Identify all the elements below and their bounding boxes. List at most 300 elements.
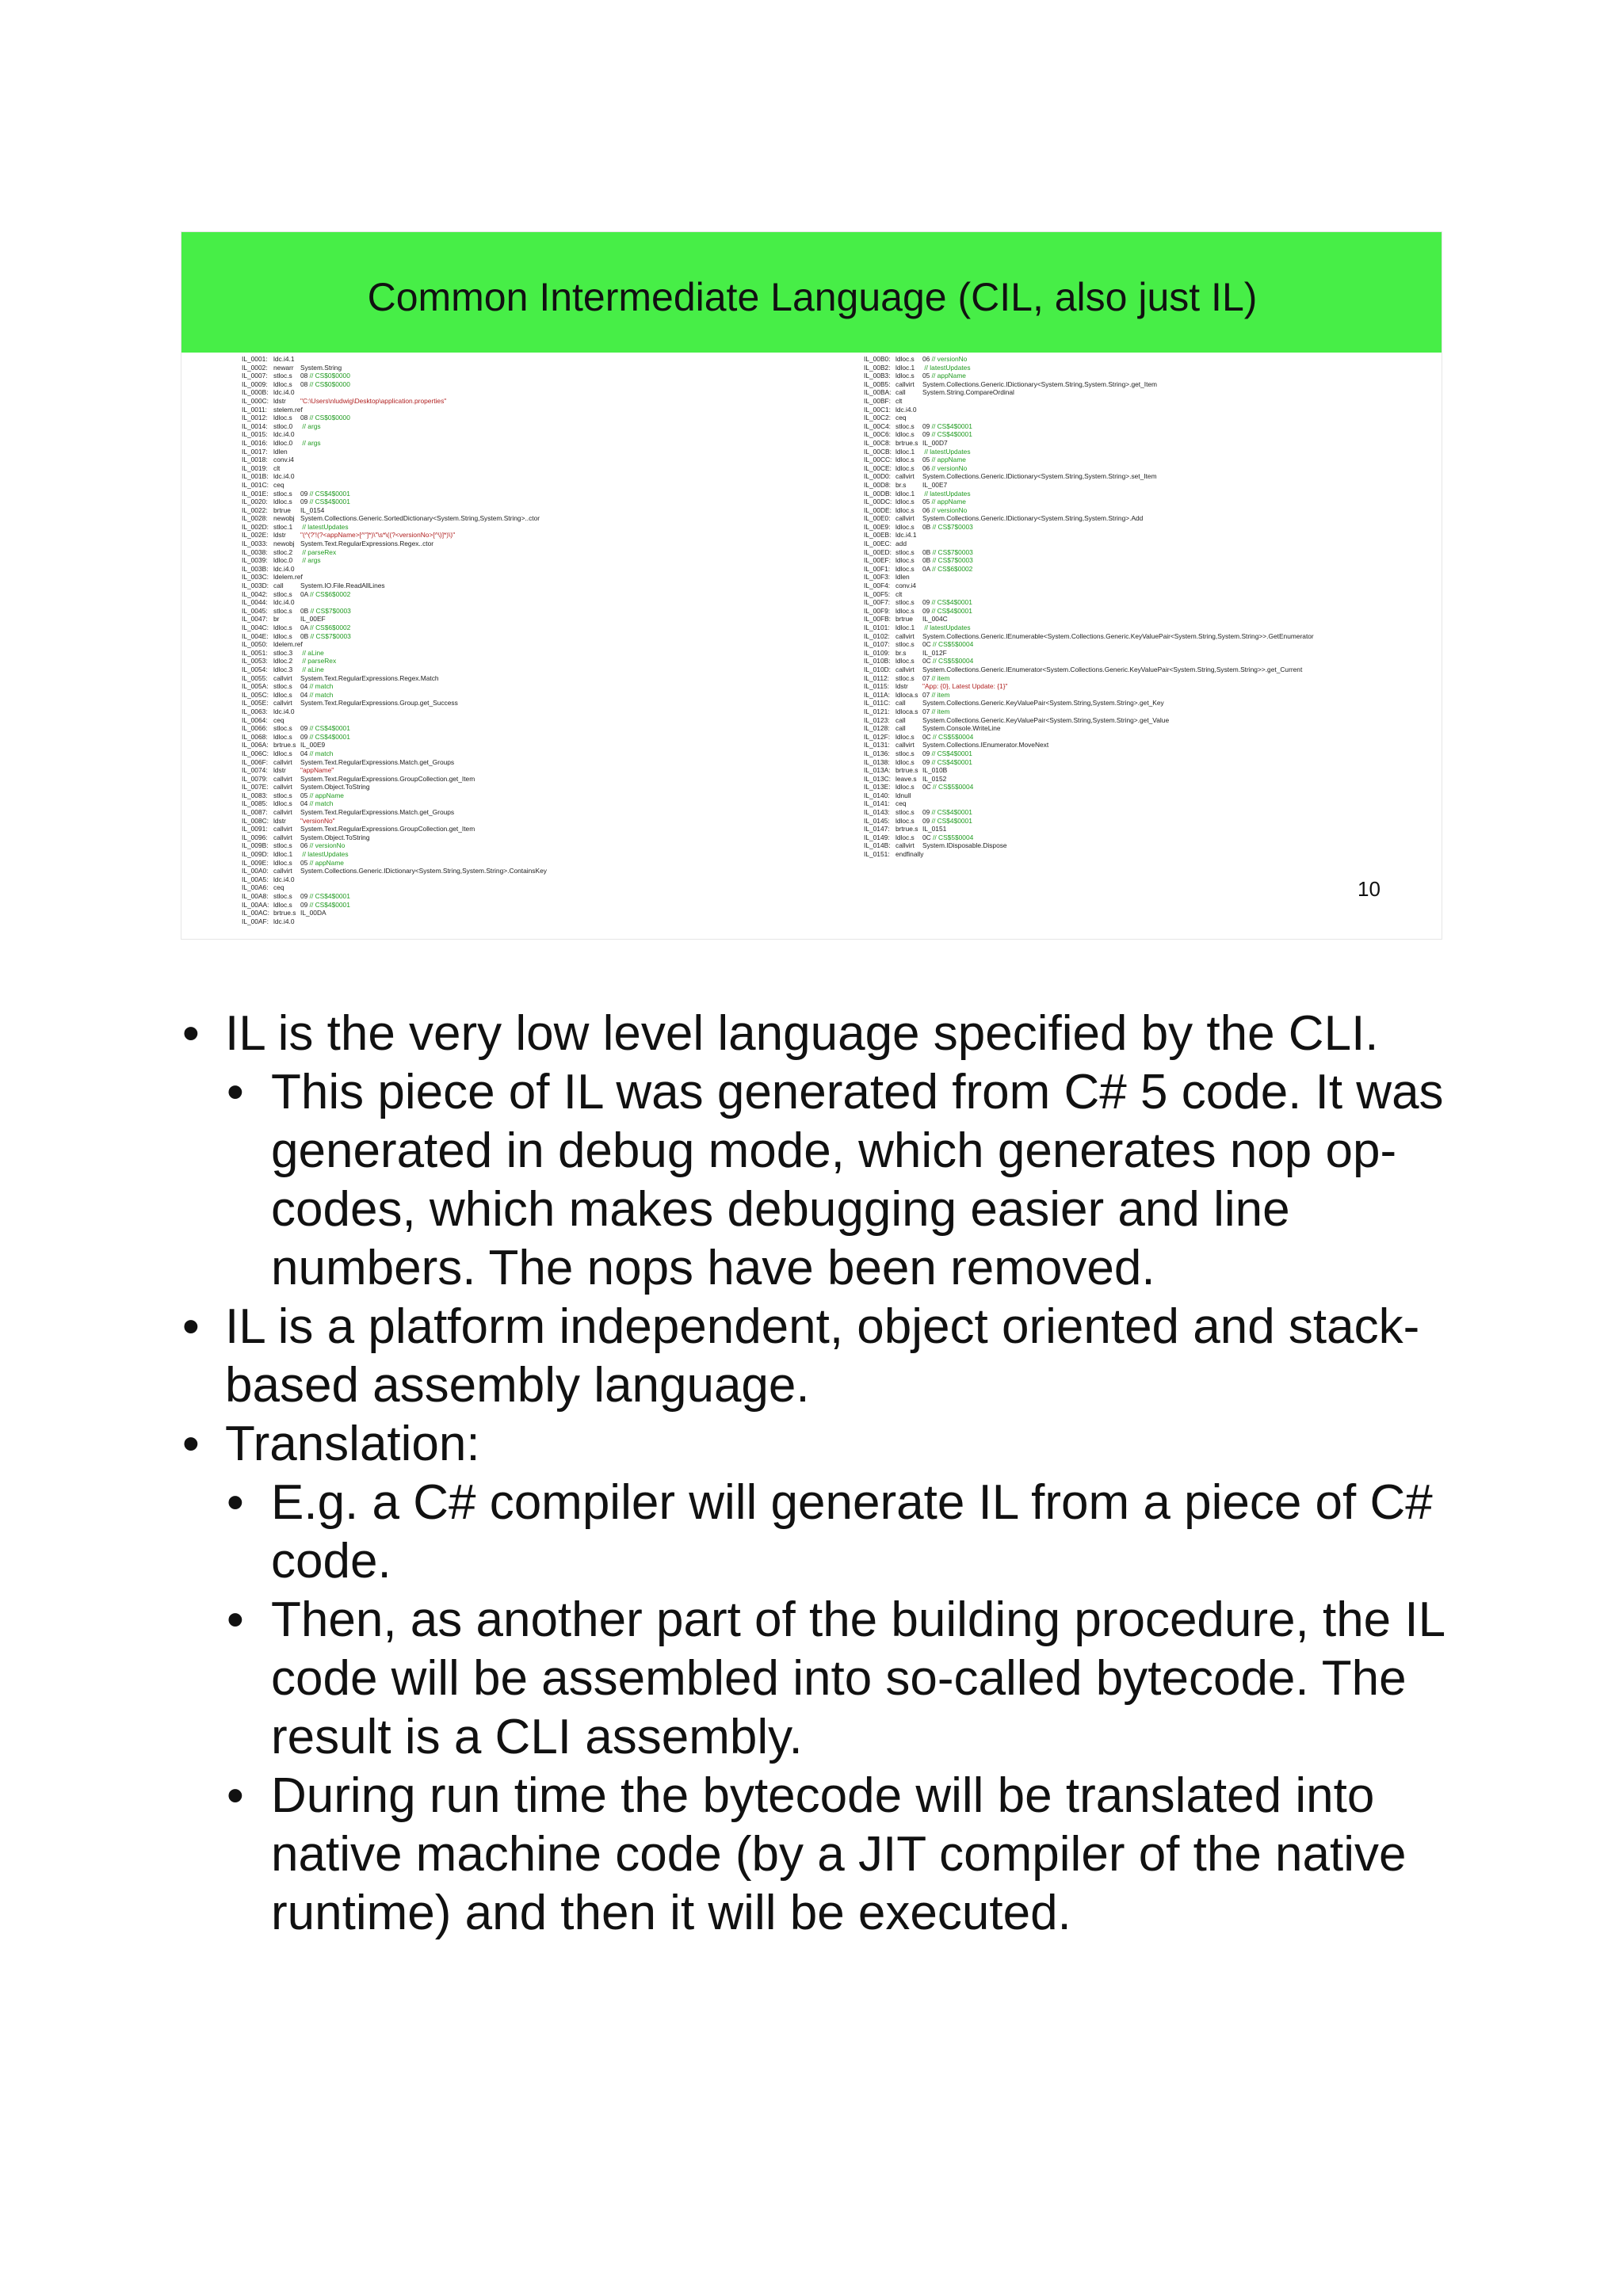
- il-opcode: brtrue: [896, 615, 913, 624]
- il-code-line: [864, 498, 1314, 506]
- il-offset: IL_0083:: [242, 791, 268, 799]
- il-opcode: brtrue.s: [896, 825, 918, 833]
- il-offset: IL_001E:: [242, 489, 269, 498]
- slide-title: Common Intermediate Language (CIL, also just IL): [367, 275, 1258, 319]
- il-opcode: ldloc.s: [896, 783, 915, 791]
- il-operand: System.Object.ToString: [300, 833, 370, 841]
- il-code-line: [864, 607, 1314, 616]
- il-operand: 09: [300, 489, 308, 498]
- il-offset: IL_0015:: [242, 430, 268, 439]
- il-opcode: callvirt: [273, 774, 292, 783]
- il-offset: IL_009D:: [242, 850, 269, 859]
- il-opcode: ldloc.s: [896, 430, 915, 439]
- il-code-line: [864, 422, 1314, 431]
- il-opcode: ceq: [273, 715, 285, 724]
- il-operand: 0C: [922, 657, 931, 666]
- il-code-line: [864, 448, 1314, 456]
- il-operand: 09: [300, 732, 308, 741]
- il-code-line: [242, 901, 547, 910]
- il-opcode: brtrue.s: [896, 766, 918, 775]
- il-code-listing-left: [242, 355, 547, 925]
- il-comment: // CS$4$0001: [309, 732, 350, 741]
- il-opcode: ldloc.s: [896, 498, 915, 506]
- il-opcode: clt: [896, 396, 903, 405]
- il-opcode: callvirt: [273, 833, 292, 841]
- il-opcode: ldloc.s: [896, 463, 915, 472]
- il-offset: IL_0123:: [864, 715, 890, 724]
- il-offset: IL_0091:: [242, 825, 268, 833]
- il-code-line: [242, 817, 547, 826]
- bullet-text: Then, as another part of the building procedure, the IL code will be assembled into so-called bytecode. The result is a CLI assembly.: [271, 1592, 1444, 1764]
- il-operand: 08: [300, 379, 308, 388]
- il-opcode: callvirt: [273, 699, 292, 707]
- il-opcode: callvirt: [896, 665, 915, 673]
- il-opcode: brtrue.s: [896, 438, 918, 447]
- il-comment: // appName: [309, 858, 344, 867]
- il-code-line: [864, 758, 1314, 767]
- il-offset: IL_007E:: [242, 783, 269, 791]
- il-code-line: [864, 632, 1314, 641]
- il-opcode: ldc.i4.1: [273, 355, 295, 363]
- il-opcode: ldloc.s: [896, 556, 915, 565]
- il-comment: // CS$7$0003: [932, 556, 973, 565]
- il-code-line: [242, 406, 547, 414]
- il-code-line: [242, 582, 547, 590]
- il-operand: 07: [922, 673, 930, 682]
- il-operand: 09: [922, 598, 930, 607]
- il-operand: 0B: [922, 547, 931, 556]
- il-offset: IL_005E:: [242, 699, 269, 707]
- il-code-line: [864, 682, 1314, 691]
- il-offset: IL_011A:: [864, 690, 890, 699]
- il-opcode: ldlen: [273, 447, 288, 456]
- il-code-line: [242, 372, 547, 380]
- notes-bullet-list: [181, 1005, 1449, 1943]
- il-opcode: ldloc.s: [896, 355, 915, 363]
- il-opcode: brtrue.s: [273, 741, 296, 749]
- il-opcode: call: [273, 582, 284, 590]
- il-operand: IL_0151: [922, 825, 947, 833]
- il-code-line: [242, 674, 547, 683]
- il-offset: IL_00E9:: [864, 522, 891, 531]
- il-offset: IL_00B0:: [864, 355, 891, 363]
- il-opcode: stloc.s: [273, 841, 292, 850]
- il-operand: System.IO.File.ReadAllLines: [300, 582, 385, 590]
- il-opcode: ldc.i4.0: [896, 405, 917, 414]
- il-comment: // parseRex: [302, 547, 337, 556]
- il-comment: // versionNo: [931, 463, 968, 472]
- il-opcode: ldelem.ref: [273, 573, 303, 582]
- il-code-line: [864, 397, 1314, 406]
- il-operand: 09: [922, 808, 930, 817]
- il-offset: IL_0038:: [242, 547, 268, 556]
- il-code-line: [242, 632, 547, 641]
- il-code-line: [242, 514, 547, 523]
- il-operand: IL_00DA: [300, 909, 327, 917]
- il-comment: // CS$5$0004: [933, 783, 974, 791]
- il-opcode: stloc.s: [273, 372, 292, 380]
- il-operand: 06: [922, 355, 930, 363]
- il-code-line: [864, 741, 1314, 749]
- il-opcode: add: [896, 540, 907, 548]
- il-code-line: [864, 355, 1314, 364]
- il-code-line: [864, 464, 1314, 473]
- il-opcode: callvirt: [896, 472, 915, 481]
- il-operand: System.Console.WriteLine: [922, 724, 1001, 733]
- il-operand: 09: [922, 421, 930, 430]
- il-operand: 0C: [922, 640, 931, 649]
- il-opcode: ldloc.s: [896, 816, 915, 825]
- il-operand: System.Text.RegularExpressions.Match.get_Groups: [300, 808, 455, 817]
- bullet-item: [181, 1298, 1449, 1415]
- il-offset: IL_0042:: [242, 589, 268, 598]
- il-opcode: ldloc.s: [896, 732, 915, 741]
- il-opcode: ldloc.s: [896, 657, 915, 666]
- bullet-dot-icon: •: [182, 1006, 200, 1061]
- il-offset: IL_00C2:: [864, 414, 891, 422]
- il-comment: // CS$5$0004: [933, 640, 974, 649]
- il-operand: IL_0154: [300, 505, 325, 514]
- il-opcode: stloc.s: [273, 489, 292, 498]
- il-offset: IL_00E0:: [864, 514, 891, 523]
- il-comment: // CS$4$0001: [309, 892, 350, 900]
- il-operand: "C:\Users\nludwig\Desktop\application.properties": [300, 396, 447, 405]
- il-code-line: [242, 892, 547, 901]
- il-opcode: stloc.2: [273, 547, 293, 556]
- il-offset: IL_0101:: [864, 624, 890, 631]
- il-code-line: [864, 590, 1314, 599]
- il-code-line: [864, 372, 1314, 380]
- il-code-line: [242, 766, 547, 775]
- bullet-text: IL is a platform independent, object oriented and stack-based assembly language.: [225, 1299, 1420, 1413]
- il-offset: IL_00CB:: [864, 447, 892, 456]
- il-offset: IL_0131:: [864, 741, 890, 749]
- il-code-line: [242, 439, 547, 448]
- il-code-line: [864, 640, 1314, 649]
- il-offset: IL_0033:: [242, 540, 268, 548]
- il-offset: IL_0066:: [242, 724, 268, 733]
- il-offset: IL_00DB:: [864, 489, 892, 498]
- il-operand: IL_010B: [922, 766, 948, 775]
- il-offset: IL_00F9:: [864, 606, 891, 615]
- il-comment: // latestUpdates: [924, 447, 971, 456]
- il-offset: IL_0051:: [242, 648, 268, 657]
- il-code-listing-right: [864, 355, 1314, 859]
- il-offset: IL_0151:: [864, 850, 890, 859]
- il-code-line: [242, 867, 547, 875]
- il-comment: // versionNo: [931, 505, 968, 514]
- il-code-line: [864, 430, 1314, 439]
- il-offset: IL_0064:: [242, 715, 268, 724]
- il-comment: // CS$4$0001: [931, 757, 972, 766]
- il-code-line: [864, 615, 1314, 624]
- il-operand: System.Collections.Generic.IDictionary<System.String,System.String>.ContainsKey: [300, 867, 547, 875]
- il-operand: 04: [300, 682, 308, 691]
- il-comment: // CS$4$0001: [309, 498, 350, 506]
- il-opcode: ceq: [273, 883, 285, 892]
- il-opcode: ldloc.s: [896, 522, 915, 531]
- bullet-dot-icon: •: [227, 1768, 244, 1823]
- il-code-line: [864, 364, 1314, 372]
- bullet-item: [181, 1415, 1449, 1474]
- il-comment: // CS$4$0001: [931, 598, 972, 607]
- il-opcode: ldloc.s: [273, 732, 292, 741]
- il-code-line: [242, 464, 547, 473]
- il-comment: // CS$7$0003: [310, 606, 351, 615]
- il-opcode: ldloc.s: [896, 606, 915, 615]
- il-code-line: [242, 573, 547, 582]
- il-opcode: ldloc.s: [273, 624, 292, 631]
- il-offset: IL_0115:: [864, 682, 889, 691]
- il-opcode: callvirt: [273, 825, 292, 833]
- il-code-line: [242, 859, 547, 868]
- il-offset: IL_00C8:: [864, 438, 891, 447]
- il-offset: IL_0017:: [242, 447, 268, 456]
- il-operand: 04: [300, 690, 308, 699]
- il-opcode: ldstr: [273, 531, 286, 540]
- il-operand: 0B: [300, 606, 309, 615]
- il-opcode: ldlen: [896, 573, 910, 582]
- il-offset: IL_0014:: [242, 421, 268, 430]
- il-opcode: ldloc.s: [273, 858, 292, 867]
- il-code-line: [242, 448, 547, 456]
- il-opcode: callvirt: [273, 783, 292, 791]
- bullet-text: IL is the very low level language specified by the CLI.: [225, 1006, 1379, 1061]
- il-offset: IL_0147:: [864, 825, 890, 833]
- il-comment: // CS$0$0000: [309, 372, 350, 380]
- il-offset: IL_0012:: [242, 414, 268, 422]
- il-comment: // CS$4$0001: [309, 724, 350, 733]
- il-opcode: ldloc.s: [896, 757, 915, 766]
- il-code-line: [864, 833, 1314, 842]
- il-code-line: [242, 883, 547, 892]
- bullet-dot-icon: •: [227, 1475, 244, 1530]
- il-offset: IL_00F3:: [864, 573, 891, 582]
- il-operand: 05: [922, 456, 930, 464]
- il-offset: IL_0045:: [242, 606, 268, 615]
- il-offset: IL_006C:: [242, 749, 269, 757]
- il-code-line: [242, 498, 547, 506]
- il-code-line: [864, 649, 1314, 658]
- il-offset: IL_0054:: [242, 665, 268, 673]
- il-comment: // match: [309, 682, 334, 691]
- il-operand: 08: [300, 372, 308, 380]
- il-operand: System.Collections.Generic.KeyValuePair<System.String,System.String>.get_Key: [922, 699, 1164, 707]
- il-operand: System.Collections.Generic.IDictionary<System.String,System.String>.get_Item: [922, 379, 1158, 388]
- il-offset: IL_00B2:: [864, 363, 891, 372]
- il-opcode: ldloc.s: [273, 631, 292, 640]
- bullet-dot-icon: •: [182, 1299, 200, 1354]
- il-offset: IL_004C:: [242, 624, 269, 631]
- il-code-line: [864, 733, 1314, 742]
- il-operand: 0C: [922, 732, 931, 741]
- il-opcode: ceq: [896, 799, 907, 808]
- il-code-line: [864, 657, 1314, 666]
- il-operand: System.Text.RegularExpressions.GroupCollection.get_Item: [300, 825, 475, 833]
- il-operand: IL_004C: [922, 615, 948, 624]
- il-opcode: ldloc.s: [273, 498, 292, 506]
- il-offset: IL_00ED:: [864, 547, 892, 556]
- il-opcode: leave.s: [896, 774, 917, 783]
- il-opcode: ldstr: [896, 682, 908, 691]
- il-code-line: [242, 699, 547, 707]
- il-offset: IL_00FB:: [864, 615, 891, 624]
- il-operand: 0C: [922, 783, 931, 791]
- il-code-line: [242, 917, 547, 926]
- il-opcode: callvirt: [273, 673, 292, 682]
- il-operand: 05: [300, 791, 308, 799]
- il-code-line: [242, 783, 547, 791]
- il-opcode: ldloc.s: [273, 379, 292, 388]
- il-code-line: [242, 548, 547, 557]
- il-code-line: [864, 548, 1314, 557]
- il-operand: 09: [300, 724, 308, 733]
- il-opcode: ldstr: [273, 766, 286, 775]
- il-offset: IL_013E:: [864, 783, 891, 791]
- il-code-line: [242, 758, 547, 767]
- il-opcode: stloc.3: [273, 648, 293, 657]
- il-offset: IL_0143:: [864, 808, 890, 817]
- il-code-line: [864, 406, 1314, 414]
- il-opcode: ldc.i4.0: [273, 598, 295, 607]
- il-offset: IL_0011:: [242, 405, 267, 414]
- il-code-line: [242, 833, 547, 842]
- il-code-line: [864, 490, 1314, 498]
- il-opcode: stloc.s: [896, 808, 915, 817]
- il-opcode: ceq: [896, 414, 907, 422]
- il-opcode: ldloc.s: [273, 690, 292, 699]
- il-code-line: [242, 624, 547, 632]
- il-operand: IL_0152: [922, 774, 947, 783]
- il-operand: 05: [300, 858, 308, 867]
- slide-page-number: 10: [1358, 877, 1381, 901]
- il-operand: 06: [922, 463, 930, 472]
- il-offset: IL_00AA:: [242, 900, 269, 909]
- il-operand: 07: [922, 707, 930, 715]
- il-opcode: call: [896, 388, 906, 397]
- il-offset: IL_010B:: [864, 657, 891, 666]
- il-operand: System.Text.RegularExpressions.GroupCollection.get_Item: [300, 774, 475, 783]
- il-code-line: [864, 624, 1314, 632]
- il-code-line: [864, 724, 1314, 733]
- il-code-line: [242, 741, 547, 749]
- il-code-line: [864, 439, 1314, 448]
- bullet-item: [181, 1005, 1449, 1063]
- il-code-line: [242, 607, 547, 616]
- il-operand: System.Text.RegularExpressions.Match.get_Groups: [300, 757, 455, 766]
- il-comment: // item: [931, 673, 950, 682]
- il-code-line: [242, 640, 547, 649]
- il-code-line: [242, 556, 547, 565]
- il-offset: IL_00DC:: [864, 498, 892, 506]
- bullet-text: E.g. a C# compiler will generate IL from a piece of C# code.: [271, 1475, 1433, 1589]
- il-comment: // CS$7$0003: [932, 547, 973, 556]
- il-code-line: [864, 388, 1314, 397]
- il-opcode: stloc.s: [896, 547, 915, 556]
- il-opcode: call: [896, 724, 906, 733]
- il-comment: // CS$4$0001: [931, 808, 972, 817]
- il-operand: 0C: [922, 833, 931, 841]
- il-opcode: ldloc.2: [273, 657, 293, 666]
- il-operand: "App: {0}, Latest Update: {1}": [922, 682, 1008, 691]
- il-offset: IL_0102:: [864, 631, 890, 640]
- il-offset: IL_00F1:: [864, 564, 891, 573]
- il-opcode: callvirt: [273, 808, 292, 817]
- il-offset: IL_0107:: [864, 640, 890, 649]
- il-code-line: [242, 841, 547, 850]
- il-opcode: ldc.i4.1: [896, 531, 917, 540]
- il-offset: IL_002E:: [242, 531, 269, 540]
- il-opcode: callvirt: [896, 631, 915, 640]
- il-code-line: [242, 422, 547, 431]
- il-comment: // CS$4$0001: [931, 606, 972, 615]
- il-operand: 04: [300, 799, 308, 808]
- il-code-line: [242, 850, 547, 859]
- il-code-line: [864, 783, 1314, 791]
- il-comment: // versionNo: [309, 841, 346, 850]
- il-offset: IL_0018:: [242, 456, 268, 464]
- il-opcode: brtrue: [273, 505, 291, 514]
- il-opcode: stloc.0: [273, 421, 293, 430]
- il-offset: IL_003B:: [242, 564, 269, 573]
- il-operand: IL_012F: [922, 648, 947, 657]
- il-code-line: [864, 699, 1314, 707]
- il-offset: IL_0109:: [864, 648, 890, 657]
- il-opcode: conv.i4: [896, 582, 916, 590]
- il-offset: IL_00B3:: [864, 372, 891, 380]
- il-code-line: [242, 397, 547, 406]
- il-code-line: [242, 388, 547, 397]
- il-operand: IL_00D7: [922, 438, 948, 447]
- il-code-line: [242, 481, 547, 490]
- il-comment: // appName: [931, 498, 966, 506]
- il-code-line: [242, 456, 547, 464]
- il-offset: IL_00CC:: [864, 456, 892, 464]
- il-offset: IL_0140:: [864, 791, 890, 799]
- il-comment: // latestUpdates: [302, 850, 349, 859]
- il-code-line: [242, 523, 547, 532]
- il-code-line: [242, 691, 547, 700]
- il-operand: 04: [300, 749, 308, 757]
- bullet-text: Translation:: [225, 1417, 480, 1471]
- il-opcode: clt: [896, 589, 903, 598]
- il-code-line: [864, 514, 1314, 523]
- il-comment: // CS$7$0003: [310, 631, 351, 640]
- il-offset: IL_009B:: [242, 841, 269, 850]
- il-operand: 08: [300, 414, 308, 422]
- il-offset: IL_0020:: [242, 498, 268, 506]
- il-operand: System.Object.ToString: [300, 783, 370, 791]
- il-operand: 09: [922, 430, 930, 439]
- il-offset: IL_00B5:: [864, 379, 891, 388]
- il-offset: IL_012F:: [864, 732, 891, 741]
- il-opcode: ldloca.s: [896, 690, 918, 699]
- il-code-line: [242, 531, 547, 540]
- il-opcode: brtrue.s: [273, 909, 296, 917]
- il-opcode: ldc.i4.0: [273, 430, 295, 439]
- il-opcode: stloc.1: [273, 522, 293, 531]
- il-comment: // match: [309, 690, 334, 699]
- il-code-line: [242, 733, 547, 742]
- il-opcode: newobj: [273, 514, 295, 523]
- il-operand: "appName": [300, 766, 334, 775]
- il-operand: 0B: [922, 522, 931, 531]
- il-opcode: ldc.i4.0: [273, 875, 295, 883]
- il-operand: IL_00E7: [922, 480, 948, 489]
- il-offset: IL_0121:: [864, 707, 890, 715]
- il-code-line: [864, 791, 1314, 800]
- il-code-line: [242, 775, 547, 784]
